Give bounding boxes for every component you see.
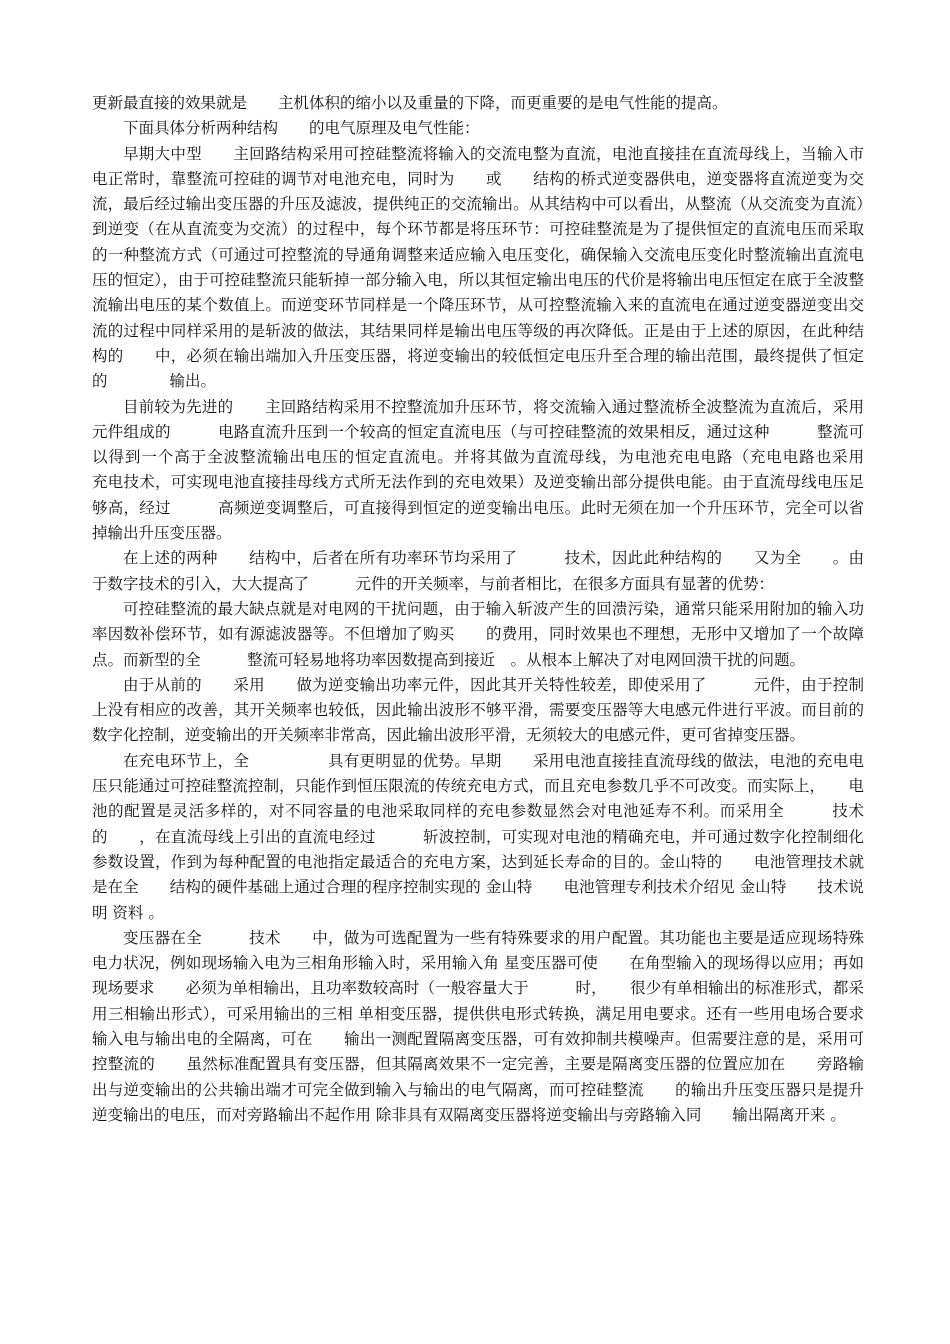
paragraph-7: 由于从前的 采用 做为逆变输出功率元件，因此其开关特性较差，即使采用了 元件，由于控制上没有相应的改善，其开关频率也较低，因此输出波形不够平滑，需要变压器等大电感元件进行平波。而目前的 数字化控制，逆变输出的开关频率非常高，因此输出波形平滑，无须较大的电感元件，更可省掉变压器。 [92, 675, 896, 745]
document-body [92, 91, 911, 1128]
paragraph-9: 变压器在全 技术 中，做为可选配置为一些有特殊要求的用户配置。其功能也主要是适应现场特殊电力状况，例如现场输入电为三相角形输入时，采用输入角 星变压器可使 在角型输入的现场得以应用；再如现场要求 必须为单相输出，且功率数较高时（一般容量大于 时， 很少有单相输出的标准形式，都采用三相输出形式），可采用输出的三相 单相变压器，提供供电形式转换，满足用电要求。还有一些用电场合要求输入电与输出电的全隔离，可在 输出一测配置隔离变压器，可有效抑制共模噪声。但需要注意的是，采用可控整流的 虽然标准配置具有变压器，但其隔离效果不一定完善，主要是隔离变压器的位置应加在 旁路输出与逆变输出的公共输出端才可完全做到输入与输出的电气隔离，而可控硅整流 的输出升压变压器只是提升逆变输出的电压，而对旁路输出不起作用 除非具有双隔离变压器将逆变输出与旁路输入同 输出隔离开来 。 [92, 928, 864, 1124]
paragraph-4: 目前较为先进的 主回路结构采用不控整流加升压环节，将交流输入通过整流桥全波整流为直流后，采用 元件组成的 电路直流升压到一个较高的恒定直流电压（与可控硅整流的效果相反，通过这种 整流可以得到一个高于全波整流输出电压的恒定直流电。并将其做为直流母线，为电池充电电路（充电电路也采用 充电技术，可实现电池直接挂母线方式所无法作到的充电效果）及逆变输出部分提供电能。由于直流母线电压足够高，经过 高频逆变调整后，可直接得到恒定的逆变输出电压。此时无须在加一个升压环节，完全可以省掉输出升压变压器。 [92, 397, 911, 543]
paragraph-6: 可控硅整流的最大缺点就是对电网的干扰问题，由于输入斩波产生的回溃污染，通常只能采用附加的输入功率因数补偿环节，如有源滤波器等。不但增加了购买 的费用，同时效果也不理想，无形中又增加了一个故障点。而新型的全 整流可轻易地将功率因数提高到接近 。从根本上解决了对电网回溃干扰的问题。 [92, 599, 864, 669]
paragraph-3: 早期大中型 主回路结构采用可控硅整流将输入的交流电整为直流，电池直接挂在直流母线上，当输入市电正常时，靠整流可控硅的调节对电池充电，同时为 或 结构的桥式逆变器供电，逆变器将直流逆变为交流，最后经过输出变压器的升压及滤波，提供纯正的交流输出。从其结构中可以看出，从整流（从交流变为直流）到逆变（在从直流变为交流）的过程中，每个环节都是将压环节：可控硅整流是为了提供恒定的直流电压而采取的一种整流方式（可通过可控整流的导通角调整来适应输入电压变化，确保输入交流电压变化时整流输出直流电压的恒定），由于可控硅整流只能斩掉一部分输入电，所以其恒定输出电压的代价是将输出电压恒定在底于全波整流输出电压的某个数值上。而逆变环节同样是一个降压环节，从可控整流输入来的直流电在通过逆变器逆变出交流的过程中同样采用的是斩波的做法，其结果同样是输出电压等级的再次降低。正是由于上述的原因，在此种结构的 中，必须在输出端加入升压变压器，将逆变输出的较低恒定电压升至合理的输出范围，最终提供了恒定的 输出。 [92, 144, 864, 391]
paragraph-8: 在充电环节上，全 具有更明显的优势。早期 采用电池直接挂直流母线的做法，电池的充电电压只能通过可控硅整流控制，只能作到恒压限流的传统充电方式，而且充电参数几乎不可改变。而实际上， 电池的配置是灵活多样的，对不同容量的电池采取同样的充电参数显然会对电池延寿不利。而采用全 技术的 ，在直流母线上引出的直流电经过 斩波控制，可实现对电池的精确充电，并可通过数字化控制细化参数设置，作到为每种配置的电池指定最适合的充电方案，达到延长寿命的目的。金山特的 电池管理技术就是在全 结构的硬件基础上通过合理的程序控制实现的 金山特 电池管理专利技术介绍见 金山特 技术说明 资料 。 [92, 751, 864, 922]
paragraph-5: 在上述的两种 结构中，后者在所有功率环节均采用了 技术，因此此种结构的 又为全 。由于数字技术的引入，大大提高了 元件的开关频率，与前者相比，在很多方面具有显著的优势： [92, 549, 864, 593]
paragraph-1: 更新最直接的效果就是 主机体积的缩小以及重量的下降，而更重要的是电气性能的提高。 [92, 94, 728, 112]
paragraph-2: 下面具体分析两种结构 的电气原理及电气性能： [123, 119, 480, 138]
